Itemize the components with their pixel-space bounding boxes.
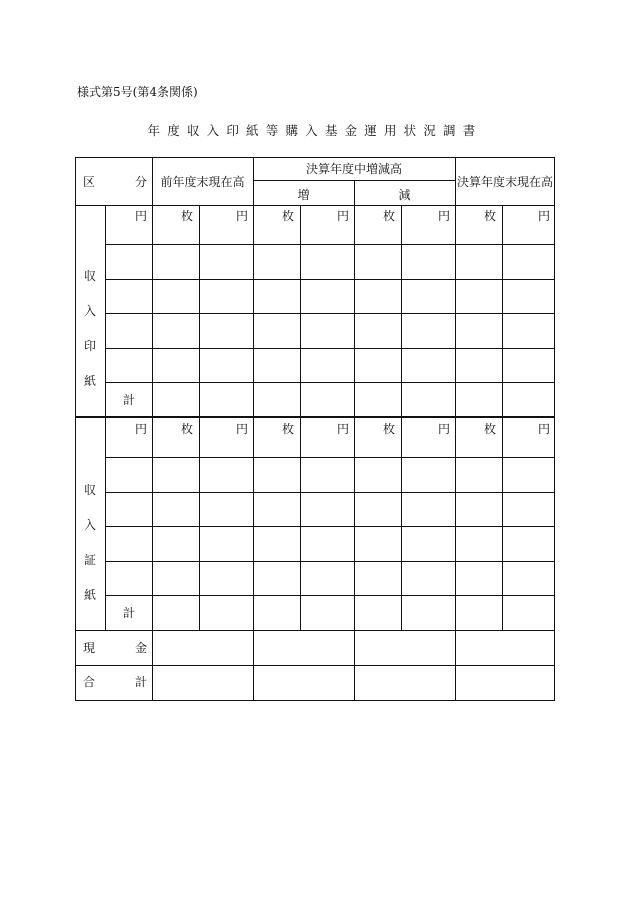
unit-yen: 円 xyxy=(337,422,350,436)
kubun-label-left: 区 xyxy=(83,175,96,189)
row-line xyxy=(105,279,555,280)
unit-mai: 枚 xyxy=(383,209,396,223)
column-line xyxy=(354,180,355,701)
unit-mai: 枚 xyxy=(181,209,194,223)
unit-yen: 円 xyxy=(438,209,451,223)
row-line xyxy=(105,348,555,349)
kubun-label-right: 分 xyxy=(135,175,148,189)
section-divider-line xyxy=(75,416,555,418)
header-bottom-line xyxy=(75,205,555,206)
column-line xyxy=(253,157,254,701)
settle-year-end-header: 決算年度末現在高 xyxy=(456,175,553,189)
row-line xyxy=(105,492,555,493)
row-line xyxy=(75,665,555,666)
unit-yen: 円 xyxy=(236,422,249,436)
revenue-certificate-char: 入 xyxy=(83,518,96,532)
unit-yen: 円 xyxy=(135,422,148,436)
total-label-right: 計 xyxy=(135,675,148,689)
cash-label-left: 現 xyxy=(83,641,96,655)
revenue-stamp-char: 印 xyxy=(83,339,96,353)
column-line xyxy=(199,205,200,630)
revenue-stamp-char: 紙 xyxy=(83,374,96,388)
column-line xyxy=(300,205,301,630)
column-line xyxy=(401,205,402,630)
unit-mai: 枚 xyxy=(282,422,295,436)
revenue-certificate-char: 収 xyxy=(83,483,96,497)
row-line xyxy=(105,561,555,562)
unit-yen: 円 xyxy=(135,209,148,223)
unit-mai: 枚 xyxy=(484,209,497,223)
unit-mai: 枚 xyxy=(383,422,396,436)
revenue-certificate-char: 紙 xyxy=(83,588,96,602)
unit-yen: 円 xyxy=(236,209,249,223)
total-label-left: 合 xyxy=(83,675,96,689)
form-number: 様式第5号(第4条関係) xyxy=(77,85,198,99)
certificate-subtotal-label: 計 xyxy=(123,606,136,620)
change-header: 決算年度中増減高 xyxy=(305,162,402,176)
revenue-certificate-char: 証 xyxy=(83,553,96,567)
column-line xyxy=(502,205,503,630)
revenue-stamp-label xyxy=(75,269,105,409)
unit-yen: 円 xyxy=(538,422,551,436)
unit-mai: 枚 xyxy=(181,422,194,436)
unit-yen: 円 xyxy=(337,209,350,223)
row-line xyxy=(105,244,555,245)
row-line xyxy=(105,457,555,458)
stamp-subtotal-label: 計 xyxy=(123,393,136,407)
column-line xyxy=(455,157,456,701)
row-line xyxy=(75,630,555,631)
unit-mai: 枚 xyxy=(282,209,295,223)
document-title: 年度収入印紙等購入基金運用状況調書 xyxy=(147,123,483,138)
row-line xyxy=(105,526,555,527)
increase-header: 増 xyxy=(297,188,310,202)
revenue-stamp-char: 収 xyxy=(83,269,96,283)
row-line xyxy=(105,595,555,596)
unit-mai: 枚 xyxy=(484,422,497,436)
prev-year-end-header: 前年度末現在高 xyxy=(160,175,245,189)
unit-yen: 円 xyxy=(538,209,551,223)
unit-yen: 円 xyxy=(438,422,451,436)
row-line xyxy=(105,382,555,383)
row-line xyxy=(105,313,555,314)
fund-status-table xyxy=(75,157,555,701)
decrease-header: 減 xyxy=(398,188,411,202)
column-line xyxy=(105,205,106,630)
revenue-certificate-label xyxy=(75,483,105,623)
column-line xyxy=(152,157,153,701)
revenue-stamp-char: 入 xyxy=(83,304,96,318)
cash-label-right: 金 xyxy=(135,641,148,655)
